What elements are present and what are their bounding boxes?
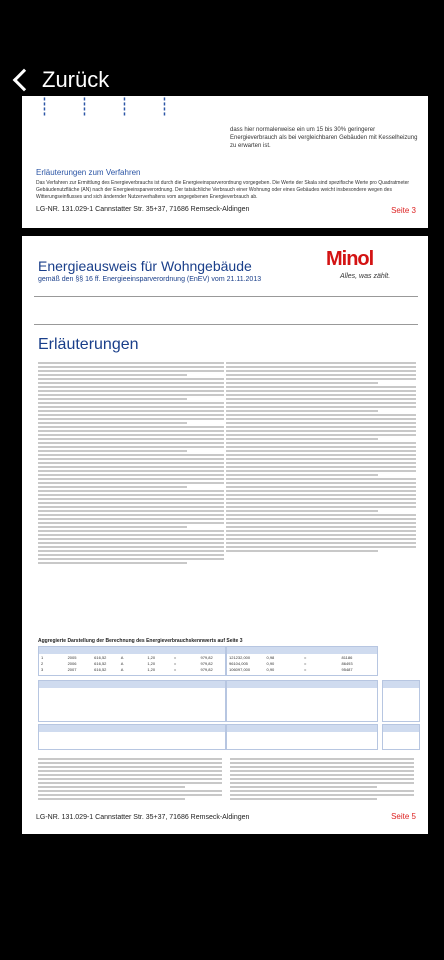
summary-table [382,724,420,750]
summary-table [382,680,420,722]
consumption-table-right [226,646,378,676]
table-row: 2 2006 616,52 A 1,20 = 979,82 [41,660,213,666]
explanation-column-right [226,360,416,650]
consumption-table-left [38,680,226,722]
document-page-5 [22,236,428,834]
page3-body: Das Verfahren zur Ermittlung des Energieverbrauchs ist durch die Energieeinsparverordnung vorgegeben. Die Werte der Skala sind spezifische Werte pro Quadratmeter Gebäudenutzfläche (AN) nach der Energieeinsparverordnung. Der tatsächliche Verbrauch einer Wohnung oder eines Gebäudes weicht insbesondere wegen des Witterungseinflusses und sich ändernder Nutzerverhaltens vom angegebenen Energieverbrauch ab. [36,180,410,200]
scale-label: ▮▮▮▮ [42,96,47,116]
divider [34,324,418,325]
minol-logo [326,248,420,268]
consumption-table-left [38,646,226,676]
consumption-table-left [38,724,226,750]
table-header [383,725,419,732]
page5-footer: LG-NR. 131.029-1 Cannstatter Str. 35+37, 71686 Remseck-Aldingen [36,814,250,821]
consumption-table-right [226,724,378,750]
document-subtitle: gemäß den §§ 16 ff. Energieeinsparverordnung (EnEV) vom 21.11.2013 [38,276,262,283]
document-title: Energieausweis für Wohngebäude [38,258,252,274]
table-header [39,647,225,654]
table-header [227,681,377,688]
table-header [39,725,225,732]
scale-label: ▮▮▮▮ [162,96,167,116]
table-row: 1 2005 616,52 A 1,20 = 979,82 [41,654,213,660]
table-header [227,725,377,732]
table-row: 106097,000 0,90 = 95487 [229,666,353,672]
table-row: 121232,000 0,98 = 81186 [229,654,353,660]
logo-text: Minol [326,248,374,270]
logo-tagline: Alles, was zählt. [340,273,391,280]
table-header [227,647,377,654]
divider [34,296,418,297]
table-header [39,681,225,688]
scale-label: ▮▮▮▮ [122,96,127,116]
consumption-table-right [226,680,378,722]
table-row: 96104,005 0,90 = 86493 [229,660,353,666]
page3-number: Seite 3 [391,206,416,215]
explanation-column-left [38,360,224,650]
back-label: Zurück [42,67,110,92]
tables-title: Aggregierte Darstellung der Berechnung des Energieverbrauchskennwerts auf Seite 3 [38,638,243,644]
footnotes [38,756,414,802]
page3-heading: Erläuterungen zum Verfahren [36,168,141,177]
page5-number: Seite 5 [391,812,416,821]
scale-label: ▮▮▮▮ [82,96,87,116]
chevron-left-icon [13,69,36,92]
document-page-3 [22,96,428,228]
table-header [383,681,419,688]
page3-footer: LG-NR. 131.029-1 Cannstatter Str. 35+37, 71686 Remseck-Aldingen [36,206,250,213]
back-button[interactable] [10,60,109,100]
section-title: Erläuterungen [38,336,139,353]
table-row: 3 2007 616,52 A 1,20 = 979,82 [41,666,213,672]
page3-note: dass hier normalerweise ein um 15 bis 30% geringerer Energieverbrauch als bei vergleichbaren Gebäuden mit Kesselheizung zu erwarten ist. [230,127,418,149]
